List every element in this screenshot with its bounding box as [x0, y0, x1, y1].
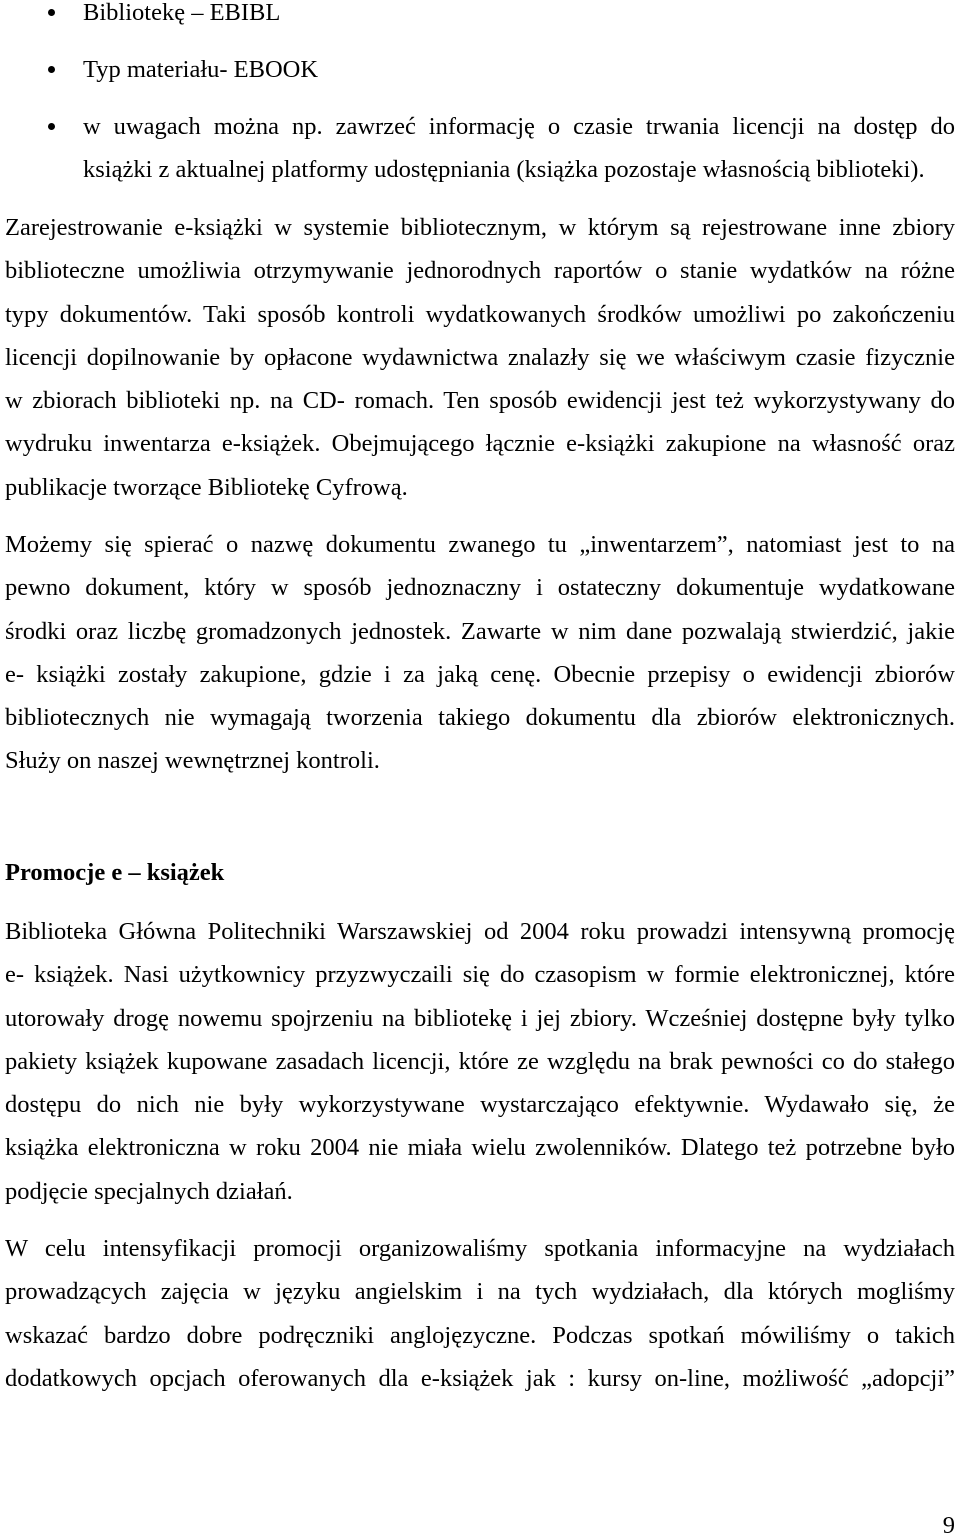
paragraph-line: w zbiorach biblioteki np. na CD- romach. Ten sposób ewidencji jest też wykorzystywany do	[5, 387, 955, 415]
paragraph-line: pakiety książek kupowane zasadach licencji, które ze względu na brak pewności co do stałego	[5, 1047, 955, 1075]
paragraph-line: pewno dokument, który w sposób jednoznaczny i ostateczny dokumentuje wydatkowane	[5, 574, 955, 602]
paragraph-line: wskazać bardzo dobre podręczniki anglojęzyczne. Podczas spotkań mówiliśmy o takich	[5, 1321, 955, 1349]
paragraph-line: książka elektroniczna w roku 2004 nie miała wielu zwolenników. Dlatego też potrzebne było	[5, 1134, 955, 1162]
paragraph-line: prowadzących zajęcia w języku angielskim i na tych wydziałach, dla których mogliśmy	[5, 1278, 955, 1306]
paragraph	[5, 910, 955, 1213]
list-item-line: książki z aktualnej platformy udostępniania (książka pozostaje własnością biblioteki).	[83, 156, 925, 184]
paragraph-line: Służy on naszej wewnętrznej kontroli.	[5, 747, 380, 775]
paragraph-line: licencji dopilnowanie by opłacone wydawnictwa znalazły się we właściwym czasie fizycznie	[5, 343, 955, 371]
paragraph-line: Zarejestrowanie e-książki w systemie bibliotecznym, w którym są rejestrowane inne zbiory	[5, 214, 955, 241]
paragraph-line: dostępu do nich nie były wykorzystywane wystarczająco efektywnie. Wydawało się, że	[5, 1091, 955, 1119]
paragraph-line: utorowały drogę nowemu spojrzeniu na bibliotekę i jej zbiory. Wcześniej dostępne były tylko	[5, 1004, 955, 1032]
paragraph-line: typy dokumentów. Taki sposób kontroli wydatkowanych środków umożliwi po zakończeniu	[5, 300, 955, 328]
paragraph-line: W celu intensyfikacji promocji organizowaliśmy spotkania informacyjne na wydziałach	[5, 1235, 955, 1262]
page-number: 9	[942, 1512, 955, 1536]
paragraph-line: bibliotecznych nie wymagają tworzenia takiego dokumentu dla zbiorów elektronicznych.	[5, 704, 955, 732]
bullet-icon	[48, 66, 55, 73]
paragraph-line: biblioteczne umożliwia otrzymywanie jednorodnych raportów o stanie wydatków na różne	[5, 257, 955, 285]
bullet-icon	[48, 9, 55, 16]
list-item-line: w uwagach można np. zawrzeć informację o czasie trwania licencji na dostęp do	[83, 113, 955, 140]
paragraph-line: Możemy się spierać o nazwę dokumentu zwanego tu „inwentarzem”, natomiast jest to na	[5, 531, 955, 558]
section-heading: Promocje e – książek	[5, 859, 225, 886]
paragraph-line: podjęcie specjalnych działań.	[5, 1177, 293, 1205]
list-item-line: Typ materiału- EBOOK	[83, 56, 319, 83]
bullet-icon	[48, 123, 55, 130]
paragraph	[5, 1227, 955, 1400]
paragraph-line: wydruku inwentarza e-książek. Obejmującego łącznie e-książki zakupione na własność oraz	[5, 430, 955, 458]
list-item-text	[83, 105, 955, 192]
paragraph-line: e- książek. Nasi użytkownicy przyzwyczaili się do czasopism w formie elektronicznej, które	[5, 961, 955, 989]
paragraph-line: Biblioteka Główna Politechniki Warszawskiej od 2004 roku prowadzi intensywną promocję	[5, 918, 955, 945]
paragraph-line: dodatkowych opcjach oferowanych dla e-książek jak : kursy on-line, możliwość „adopcji”	[5, 1364, 955, 1392]
paragraph	[5, 523, 955, 783]
list-item-line: Bibliotekę – EBIBL	[83, 0, 281, 26]
paragraph-line: e- książki zostały zakupione, gdzie i za jaką cenę. Obecnie przepisy o ewidencji zbiorów	[5, 660, 955, 688]
list-item-text	[83, 0, 955, 34]
paragraph	[5, 206, 955, 509]
list-item-text	[83, 48, 955, 91]
paragraph-line: środki oraz liczbę gromadzonych jednostek. Zawarte w nim dane pozwalają stwierdzić, jakie	[5, 617, 955, 645]
paragraph-line: publikacje tworzące Bibliotekę Cyfrową.	[5, 473, 408, 501]
